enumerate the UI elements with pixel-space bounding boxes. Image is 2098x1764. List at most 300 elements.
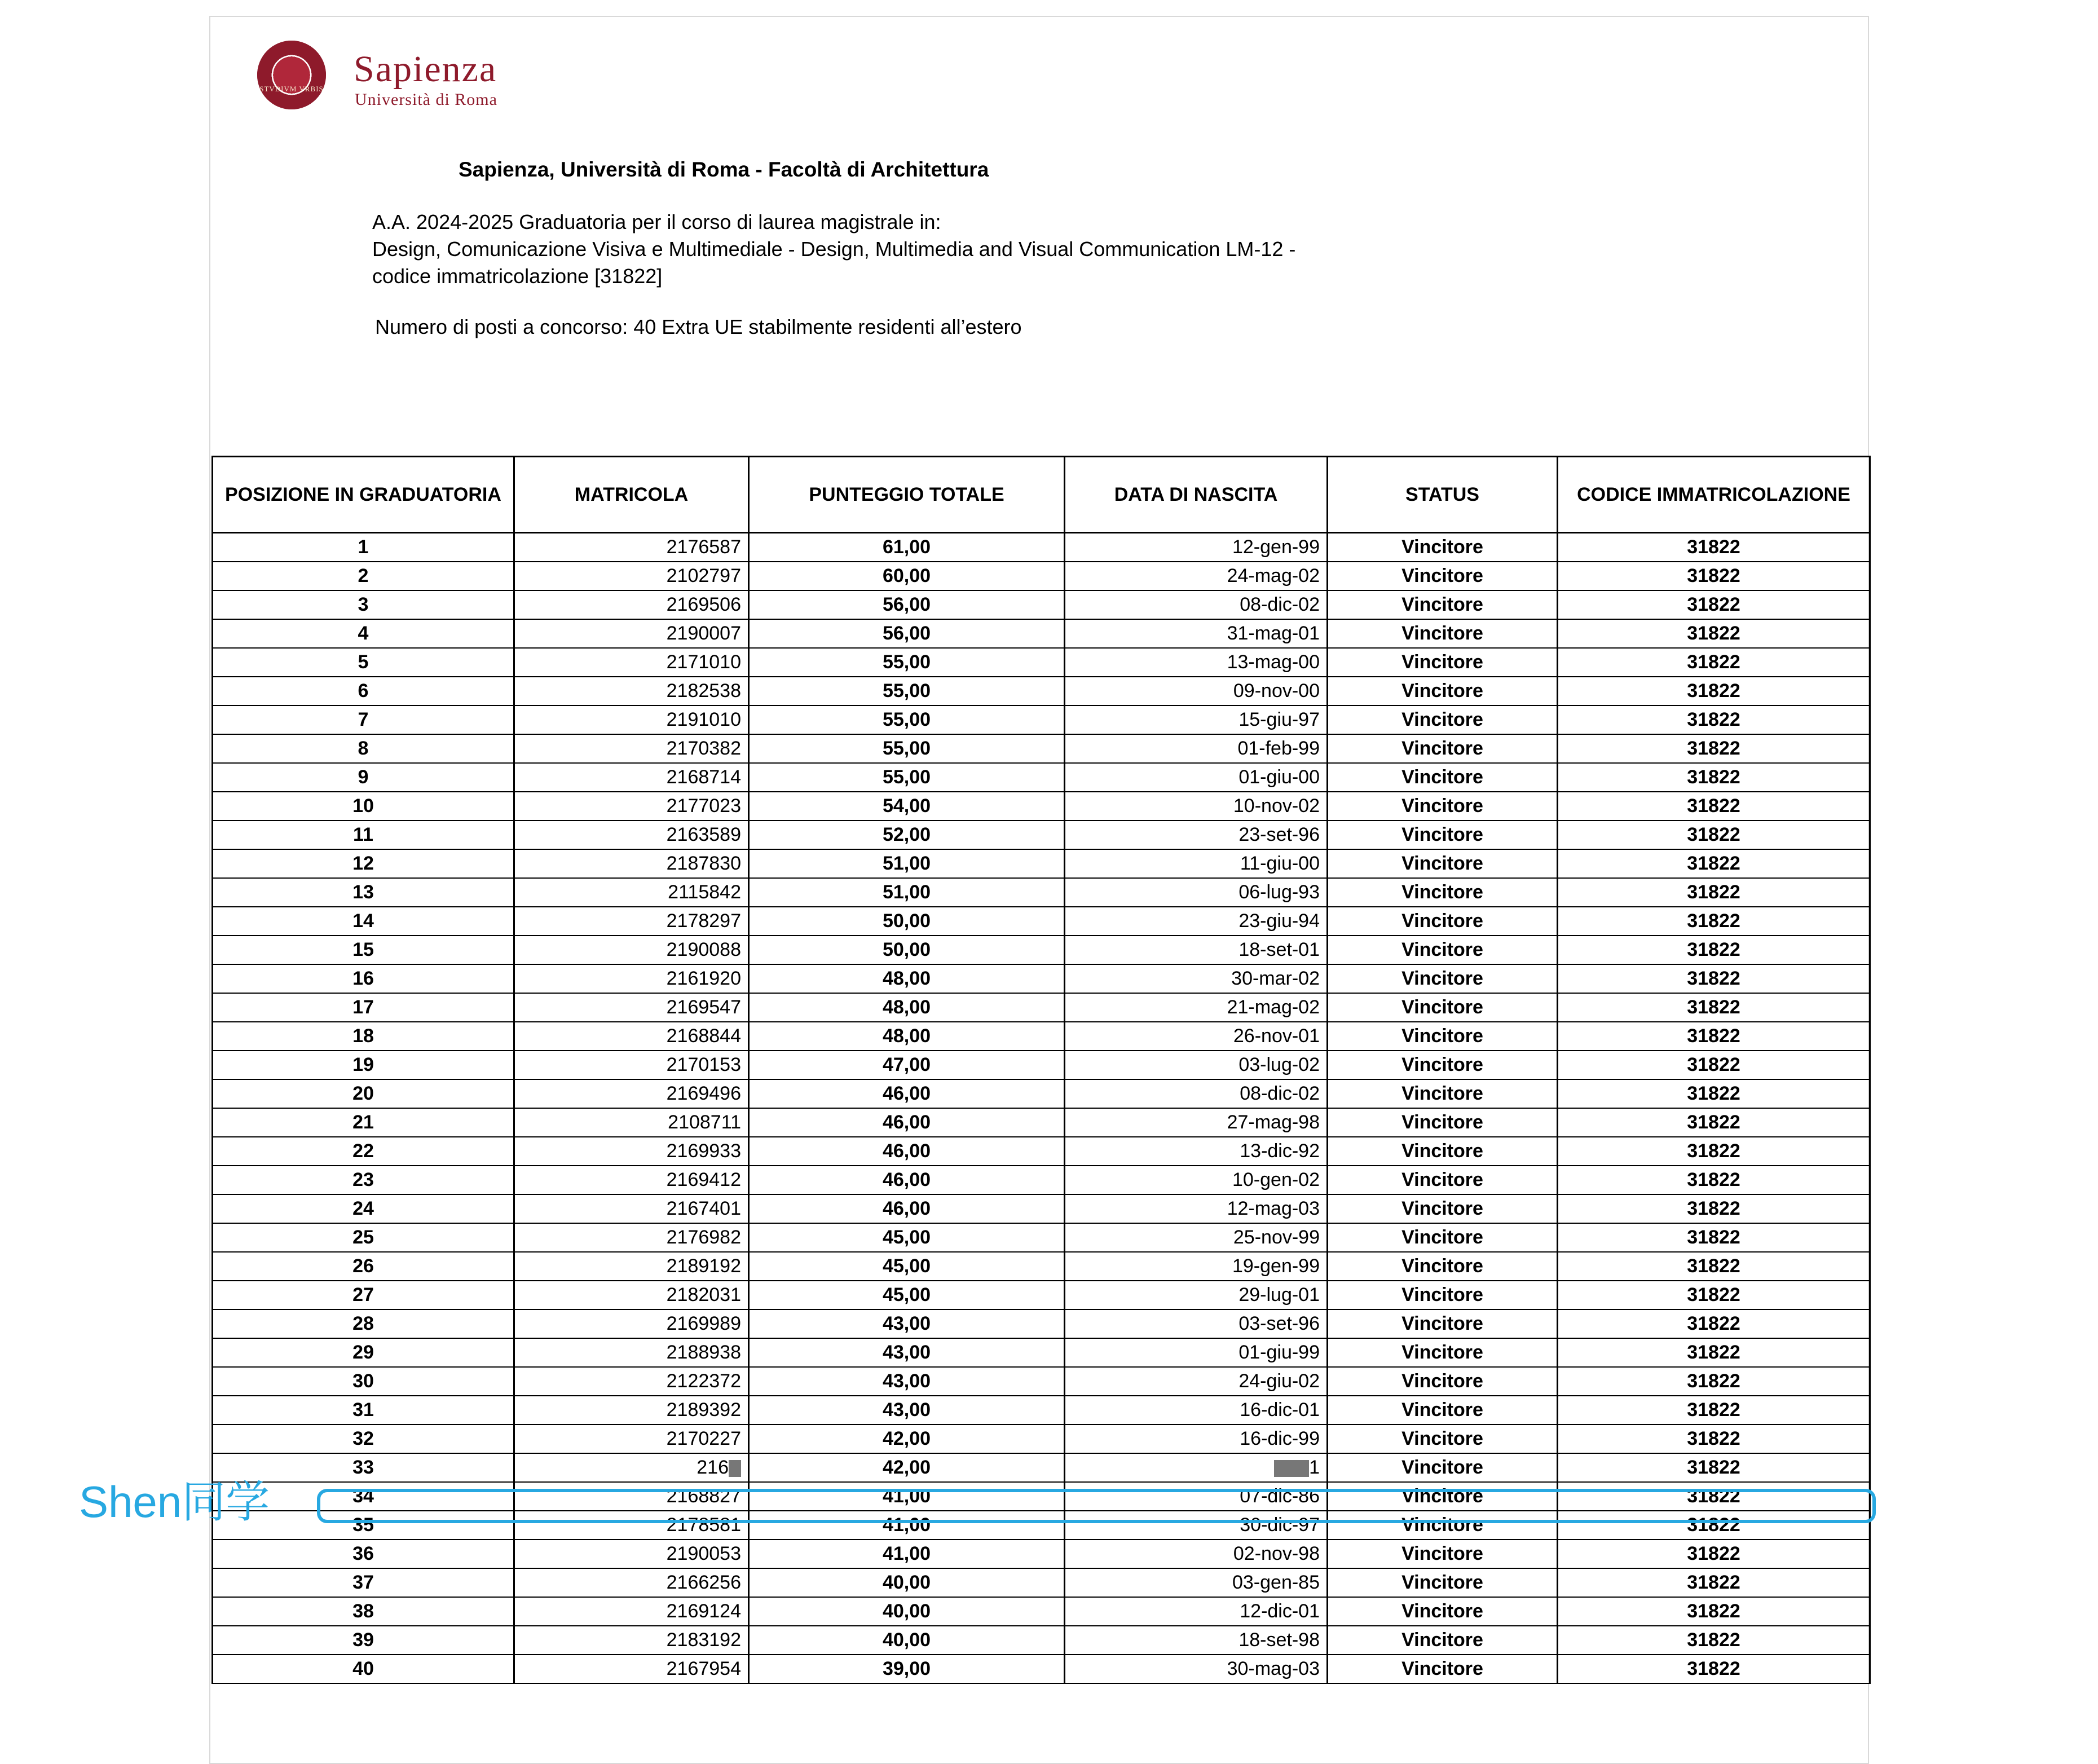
cell-enrollment-code-text: 31822 [1687, 1284, 1740, 1306]
cell-status [1328, 792, 1558, 821]
cell-enrollment-code [1558, 1626, 1870, 1655]
cell-birth-date [1065, 763, 1328, 792]
cell-matricola-text: 2170382 [666, 738, 741, 759]
cell-position [213, 1281, 514, 1309]
redaction-mark [729, 1460, 741, 1477]
cell-position [213, 1309, 514, 1338]
cell-enrollment-code-text: 31822 [1687, 766, 1740, 788]
cell-enrollment-code [1558, 763, 1870, 792]
table-row [213, 1367, 1870, 1396]
cell-matricola-text: 2169506 [666, 594, 741, 615]
cell-matricola [514, 1597, 749, 1626]
cell-position [213, 648, 514, 677]
cell-birth-date-text: 16-dic-99 [1240, 1428, 1320, 1449]
cell-matricola [514, 648, 749, 677]
cell-matricola-text: 2177023 [666, 795, 741, 817]
cell-status-text: Vincitore [1401, 853, 1483, 874]
cell-birth-date-text: 25-nov-99 [1233, 1227, 1320, 1248]
cell-matricola-text: 2190088 [666, 939, 741, 960]
header-matricola: MATRICOLA [514, 457, 749, 533]
cell-enrollment-code-text: 31822 [1687, 738, 1740, 759]
cell-matricola-text: 2168714 [666, 766, 741, 788]
cell-status-text: Vincitore [1401, 1658, 1483, 1679]
cell-birth-date-text: 16-dic-01 [1240, 1399, 1320, 1421]
cell-score-text: 43,00 [882, 1342, 931, 1363]
cell-position [213, 907, 514, 936]
cell-score [749, 1194, 1065, 1223]
cell-score [749, 734, 1065, 763]
cell-birth-date-text: 03-gen-85 [1232, 1572, 1320, 1593]
course-line: Design, Comunicazione Visiva e Multimediale - Design, Multimedia and Visual Communication LM-12 - [372, 237, 1296, 261]
cell-score [749, 792, 1065, 821]
cell-position-text: 39 [352, 1629, 374, 1651]
cell-score-text: 46,00 [882, 1198, 931, 1219]
cell-birth-date-text: 10-nov-02 [1233, 795, 1320, 817]
cell-position-text: 36 [352, 1543, 374, 1564]
cell-enrollment-code-text: 31822 [1687, 1485, 1740, 1507]
cell-position [213, 619, 514, 648]
cell-status [1328, 1626, 1558, 1655]
cell-matricola-text: 2169124 [666, 1600, 741, 1622]
cell-score [749, 1338, 1065, 1367]
posts-available: Numero di posti a concorso: 40 Extra UE stabilmente residenti all’estero [375, 315, 1022, 338]
cell-score [749, 677, 1065, 705]
cell-enrollment-code-text: 31822 [1687, 1025, 1740, 1047]
cell-matricola-text: 2187830 [666, 853, 741, 874]
cell-score [749, 1453, 1065, 1482]
cell-birth-date-text: 31-mag-01 [1227, 623, 1320, 644]
cell-enrollment-code-text: 31822 [1687, 1543, 1740, 1564]
cell-score-text: 55,00 [882, 680, 931, 702]
cell-matricola [514, 1223, 749, 1252]
cell-status-text: Vincitore [1401, 910, 1483, 932]
cell-enrollment-code-text: 31822 [1687, 1399, 1740, 1421]
cell-position-text: 4 [358, 623, 369, 644]
cell-position [213, 1223, 514, 1252]
cell-position-text: 5 [358, 651, 369, 673]
cell-position [213, 849, 514, 878]
cell-position [213, 562, 514, 590]
cell-enrollment-code-text: 31822 [1687, 651, 1740, 673]
cell-status [1328, 705, 1558, 734]
cell-position [213, 1252, 514, 1281]
cell-enrollment-code [1558, 1540, 1870, 1568]
cell-enrollment-code [1558, 1194, 1870, 1223]
cell-position-text: 28 [352, 1313, 374, 1334]
cell-enrollment-code-text: 31822 [1687, 1255, 1740, 1277]
cell-score-text: 40,00 [882, 1629, 931, 1651]
cell-score-text: 54,00 [882, 795, 931, 817]
cell-position-text: 19 [352, 1054, 374, 1075]
cell-status [1328, 1079, 1558, 1108]
cell-birth-date [1065, 1051, 1328, 1079]
cell-matricola [514, 562, 749, 590]
cell-status-text: Vincitore [1401, 766, 1483, 788]
cell-birth-date [1065, 1597, 1328, 1626]
cell-score-text: 47,00 [882, 1054, 931, 1075]
cell-score [749, 648, 1065, 677]
cell-status-text: Vincitore [1401, 881, 1483, 903]
cell-enrollment-code-text: 31822 [1687, 1428, 1740, 1449]
table-row [213, 590, 1870, 619]
cell-position-text: 35 [352, 1514, 374, 1536]
cell-matricola [514, 1022, 749, 1051]
cell-position [213, 1396, 514, 1425]
cell-matricola [514, 705, 749, 734]
table-row [213, 1079, 1870, 1108]
cell-status [1328, 1453, 1558, 1482]
header-position: POSIZIONE IN GRADUATORIA [213, 457, 514, 533]
cell-enrollment-code-text: 31822 [1687, 1629, 1740, 1651]
cell-score-text: 45,00 [882, 1255, 931, 1277]
university-seal-icon [257, 41, 326, 109]
cell-score-text: 46,00 [882, 1112, 931, 1133]
table-row [213, 1281, 1870, 1309]
cell-matricola [514, 964, 749, 993]
cell-position-text: 25 [352, 1227, 374, 1248]
cell-status [1328, 763, 1558, 792]
cell-status-text: Vincitore [1401, 996, 1483, 1018]
cell-birth-date-text: 01-giu-00 [1238, 766, 1320, 788]
cell-enrollment-code-text: 31822 [1687, 853, 1740, 874]
cell-score [749, 705, 1065, 734]
cell-status [1328, 1396, 1558, 1425]
cell-score [749, 1568, 1065, 1597]
cell-enrollment-code [1558, 1338, 1870, 1367]
cell-score-text: 55,00 [882, 766, 931, 788]
cell-matricola-text: 2178297 [666, 910, 741, 932]
cell-enrollment-code-text: 31822 [1687, 680, 1740, 702]
cell-score [749, 1626, 1065, 1655]
cell-matricola-text: 2169547 [666, 996, 741, 1018]
cell-status-text: Vincitore [1401, 1169, 1483, 1190]
cell-status-text: Vincitore [1401, 709, 1483, 730]
cell-position [213, 1166, 514, 1194]
cell-birth-date [1065, 1194, 1328, 1223]
cell-score [749, 1166, 1065, 1194]
cell-birth-date-text: 12-dic-01 [1240, 1600, 1320, 1622]
cell-matricola [514, 1281, 749, 1309]
cell-birth-date [1065, 792, 1328, 821]
cell-score-text: 61,00 [882, 536, 931, 558]
cell-birth-date-text: 13-dic-92 [1240, 1140, 1320, 1162]
cell-birth-date [1065, 993, 1328, 1022]
cell-score-text: 55,00 [882, 709, 931, 730]
cell-position [213, 590, 514, 619]
cell-enrollment-code-text: 31822 [1687, 824, 1740, 845]
cell-position-text: 1 [358, 536, 369, 558]
cell-position [213, 1079, 514, 1108]
cell-position-text: 27 [352, 1284, 374, 1306]
cell-enrollment-code-text: 31822 [1687, 1658, 1740, 1679]
cell-position [213, 1367, 514, 1396]
cell-position-text: 22 [352, 1140, 374, 1162]
cell-status [1328, 821, 1558, 849]
cell-status [1328, 1597, 1558, 1626]
cell-score [749, 1281, 1065, 1309]
cell-score-text: 43,00 [882, 1399, 931, 1421]
cell-status-text: Vincitore [1401, 623, 1483, 644]
table-row [213, 849, 1870, 878]
cell-birth-date-text: 09-nov-00 [1233, 680, 1320, 702]
cell-status [1328, 1338, 1558, 1367]
cell-position [213, 821, 514, 849]
cell-score-text: 43,00 [882, 1370, 931, 1392]
cell-position-text: 23 [352, 1169, 374, 1190]
cell-birth-date [1065, 1338, 1328, 1367]
cell-position-text: 12 [352, 853, 374, 874]
cell-birth-date [1065, 648, 1328, 677]
cell-matricola-text: 2178581 [666, 1514, 741, 1536]
table-row [213, 1051, 1870, 1079]
cell-status-text: Vincitore [1401, 536, 1483, 558]
cell-position-text: 32 [352, 1428, 374, 1449]
cell-enrollment-code [1558, 705, 1870, 734]
cell-position [213, 1626, 514, 1655]
header-score: PUNTEGGIO TOTALE [749, 457, 1065, 533]
cell-birth-date-text: 12-mag-03 [1227, 1198, 1320, 1219]
cell-score [749, 1597, 1065, 1626]
table-row [213, 1309, 1870, 1338]
cell-score [749, 763, 1065, 792]
course-line: codice immatricolazione [31822] [372, 264, 663, 288]
table-row [213, 1252, 1870, 1281]
cell-matricola-text: 2176982 [666, 1227, 741, 1248]
cell-enrollment-code-text: 31822 [1687, 996, 1740, 1018]
cell-birth-date-text: 19-gen-99 [1232, 1255, 1320, 1277]
cell-score [749, 1367, 1065, 1396]
cell-position-text: 18 [352, 1025, 374, 1047]
cell-position-text: 31 [352, 1399, 374, 1421]
cell-status-text: Vincitore [1401, 795, 1483, 817]
cell-enrollment-code-text: 31822 [1687, 1227, 1740, 1248]
cell-status [1328, 849, 1558, 878]
cell-enrollment-code-text: 31822 [1687, 1169, 1740, 1190]
cell-status-text: Vincitore [1401, 1370, 1483, 1392]
cell-score-text: 51,00 [882, 881, 931, 903]
cell-status-text: Vincitore [1401, 1629, 1483, 1651]
cell-status-text: Vincitore [1401, 1198, 1483, 1219]
cell-enrollment-code [1558, 1108, 1870, 1137]
cell-score-text: 42,00 [882, 1457, 931, 1478]
cell-position [213, 1568, 514, 1597]
cell-score [749, 993, 1065, 1022]
cell-status-text: Vincitore [1401, 1572, 1483, 1593]
cell-score [749, 1540, 1065, 1568]
cell-enrollment-code [1558, 533, 1870, 562]
course-line: A.A. 2024-2025 Graduatoria per il corso di laurea magistrale in: [372, 210, 941, 233]
cell-position-text: 40 [352, 1658, 374, 1679]
cell-position-text: 34 [352, 1485, 374, 1507]
cell-birth-date [1065, 1655, 1328, 1683]
cell-position-text: 14 [352, 910, 374, 932]
cell-score-text: 55,00 [882, 738, 931, 759]
cell-position-text: 29 [352, 1342, 374, 1363]
cell-score-text: 40,00 [882, 1572, 931, 1593]
cell-position [213, 705, 514, 734]
cell-enrollment-code [1558, 619, 1870, 648]
cell-status [1328, 964, 1558, 993]
cell-matricola-text: 2168827 [666, 1485, 741, 1507]
table-row [213, 1022, 1870, 1051]
cell-position-text: 7 [358, 709, 369, 730]
cell-score [749, 1137, 1065, 1166]
cell-status-text: Vincitore [1401, 594, 1483, 615]
cell-status-text: Vincitore [1401, 939, 1483, 960]
cell-status [1328, 590, 1558, 619]
cell-enrollment-code-text: 31822 [1687, 1112, 1740, 1133]
cell-score [749, 849, 1065, 878]
cell-status-text: Vincitore [1401, 1025, 1483, 1047]
table-row [213, 1194, 1870, 1223]
cell-status-text: Vincitore [1401, 1342, 1483, 1363]
faculty-title: Sapienza, Università di Roma - Facoltà di Architettura [459, 158, 989, 181]
cell-matricola [514, 677, 749, 705]
cell-score-text: 40,00 [882, 1600, 931, 1622]
cell-enrollment-code [1558, 677, 1870, 705]
cell-position-text: 16 [352, 968, 374, 989]
cell-birth-date-text: 21-mag-02 [1227, 996, 1320, 1018]
cell-birth-date-text: 01-giu-99 [1238, 1342, 1320, 1363]
cell-score-text: 39,00 [882, 1658, 931, 1679]
cell-birth-date-text: 08-dic-02 [1240, 1083, 1320, 1104]
table-row [213, 763, 1870, 792]
cell-birth-date [1065, 1626, 1328, 1655]
cell-matricola-text: 2169933 [666, 1140, 741, 1162]
cell-status [1328, 1309, 1558, 1338]
cell-enrollment-code [1558, 590, 1870, 619]
cell-enrollment-code-text: 31822 [1687, 1600, 1740, 1622]
cell-enrollment-code [1558, 1655, 1870, 1683]
cell-score [749, 907, 1065, 936]
cell-enrollment-code [1558, 792, 1870, 821]
cell-enrollment-code-text: 31822 [1687, 1572, 1740, 1593]
cell-status [1328, 1051, 1558, 1079]
cell-status-text: Vincitore [1401, 1284, 1483, 1306]
cell-position-text: 6 [358, 680, 369, 702]
cell-birth-date [1065, 1425, 1328, 1453]
cell-position [213, 1051, 514, 1079]
cell-position-text: 21 [352, 1112, 374, 1133]
cell-score [749, 619, 1065, 648]
cell-score [749, 1079, 1065, 1108]
cell-score-text: 48,00 [882, 968, 931, 989]
cell-matricola-text: 2169412 [666, 1169, 741, 1190]
cell-birth-date-text: 03-set-96 [1238, 1313, 1320, 1334]
cell-status [1328, 619, 1558, 648]
table-row [213, 1223, 1870, 1252]
cell-matricola-text: 2188938 [666, 1342, 741, 1363]
cell-enrollment-code-text: 31822 [1687, 1054, 1740, 1075]
cell-position-text: 11 [353, 824, 373, 845]
cell-position [213, 1655, 514, 1683]
highlight-box [317, 1489, 1876, 1523]
table-row [213, 705, 1870, 734]
table-row [213, 1338, 1870, 1367]
table-row [213, 562, 1870, 590]
table-row [213, 964, 1870, 993]
cell-matricola-text: 2163589 [666, 824, 741, 845]
cell-matricola-text: 2171010 [666, 651, 741, 673]
cell-matricola [514, 907, 749, 936]
cell-score [749, 1022, 1065, 1051]
table-row [213, 1655, 1870, 1683]
cell-score [749, 936, 1065, 964]
cell-birth-date-text: 27-mag-98 [1227, 1112, 1320, 1133]
cell-matricola [514, 1051, 749, 1079]
cell-score-text: 42,00 [882, 1428, 931, 1449]
cell-position-text: 15 [352, 939, 374, 960]
header-enrollment-code: CODICE IMMATRICOLAZIONE [1558, 457, 1870, 533]
cell-birth-date-text: 30-mar-02 [1231, 968, 1320, 989]
cell-matricola [514, 1194, 749, 1223]
cell-position [213, 792, 514, 821]
cell-birth-date-text: 26-nov-01 [1233, 1025, 1320, 1047]
table-row [213, 792, 1870, 821]
cell-matricola-text: 2170153 [666, 1054, 741, 1075]
cell-birth-date-text: 23-set-96 [1238, 824, 1320, 845]
table-row [213, 619, 1870, 648]
cell-birth-date-text: 18-set-98 [1238, 1629, 1320, 1651]
cell-enrollment-code-text: 31822 [1687, 1457, 1740, 1478]
cell-score [749, 821, 1065, 849]
cell-matricola [514, 849, 749, 878]
cell-matricola-text: 2169989 [666, 1313, 741, 1334]
cell-status-text: Vincitore [1401, 1514, 1483, 1536]
cell-enrollment-code [1558, 734, 1870, 763]
cell-position [213, 734, 514, 763]
cell-birth-date [1065, 533, 1328, 562]
course-description [372, 209, 1295, 290]
cell-status-text: Vincitore [1401, 738, 1483, 759]
table-row [213, 1453, 1870, 1482]
cell-position [213, 533, 514, 562]
table-row [213, 821, 1870, 849]
cell-status [1328, 1281, 1558, 1309]
cell-status [1328, 1540, 1558, 1568]
cell-birth-date [1065, 1223, 1328, 1252]
cell-enrollment-code-text: 31822 [1687, 795, 1740, 817]
cell-enrollment-code [1558, 648, 1870, 677]
cell-score [749, 533, 1065, 562]
student-label: Shen同学 [79, 1477, 270, 1527]
cell-enrollment-code-text: 31822 [1687, 623, 1740, 644]
cell-status [1328, 1137, 1558, 1166]
cell-score-text: 56,00 [882, 623, 931, 644]
cell-position-text: 13 [352, 881, 374, 903]
cell-birth-date [1065, 1166, 1328, 1194]
cell-status [1328, 677, 1558, 705]
cell-matricola [514, 792, 749, 821]
cell-matricola [514, 821, 749, 849]
cell-score-text: 48,00 [882, 996, 931, 1018]
cell-matricola [514, 734, 749, 763]
cell-status-text: Vincitore [1401, 1140, 1483, 1162]
cell-score-text: 51,00 [882, 853, 931, 874]
cell-position-text: 37 [352, 1572, 374, 1593]
cell-enrollment-code-text: 31822 [1687, 1370, 1740, 1392]
cell-matricola [514, 1425, 749, 1453]
cell-score-text: 41,00 [882, 1514, 931, 1536]
cell-matricola [514, 1655, 749, 1683]
cell-matricola-text: 2102797 [666, 565, 741, 586]
cell-score [749, 1223, 1065, 1252]
cell-birth-date [1065, 619, 1328, 648]
cell-birth-date [1065, 590, 1328, 619]
cell-enrollment-code [1558, 1051, 1870, 1079]
cell-score-text: 46,00 [882, 1169, 931, 1190]
cell-score-text: 41,00 [882, 1543, 931, 1564]
